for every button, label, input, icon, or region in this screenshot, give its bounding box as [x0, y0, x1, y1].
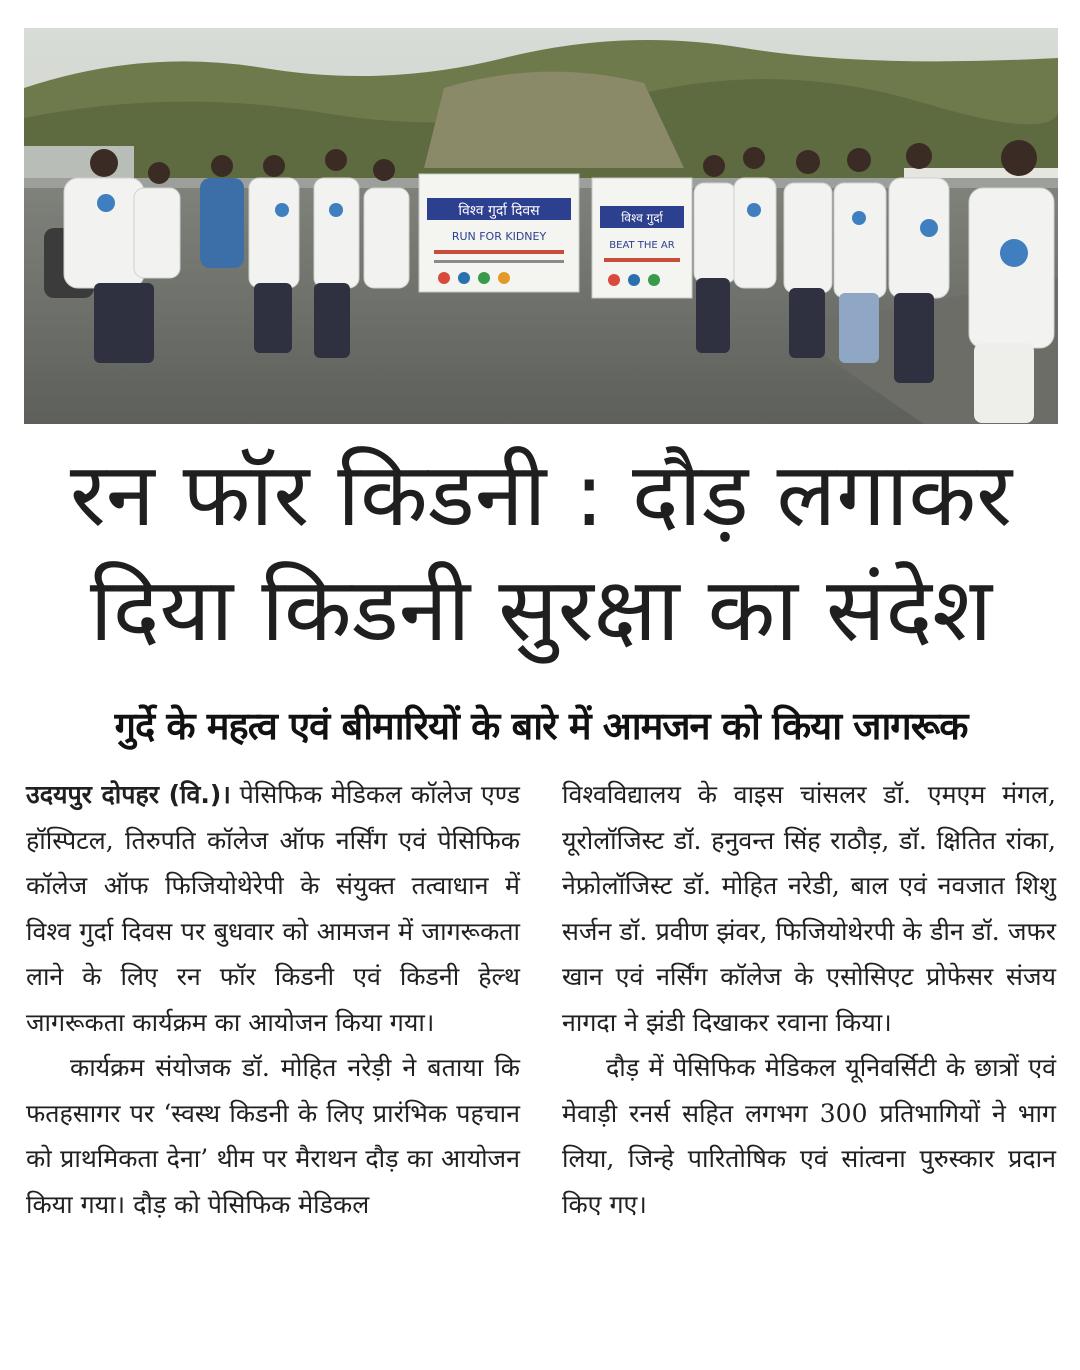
- news-photo-run-for-kidney: [24, 28, 1058, 424]
- dateline: उदयपुर दोपहर (वि.)।: [26, 780, 231, 809]
- paragraph-1-text: पेसिफिक मेडिकल कॉलेज एण्ड हॉस्पिटल, तिरुपति कॉलेज ऑफ नर्सिंग एवं पेसिफिक कॉलेज ऑफ फिजियोथेरेपी के संयुक्त तत्वाधान में विश्व गुर्दा दिवस पर बुधवार को आमजन में जागरूकता लाने के लिए रन फॉर किडनी एवं किडनी हेल्थ जागरूकता कार्यक्रम का आयोजन किया गया।: [26, 780, 520, 1037]
- article-paragraph-2: कार्यक्रम संयोजक डॉ. मोहित नरेड़ी ने बताया कि फतहसागर पर ‘स्वस्थ किडनी के लिए प्रारंभिक पहचान को प्राथमिकता देना’ थीम पर मैराथन दौड़ का आयोजन किया गया। दौड़ को पेसिफिक मेडिकल: [26, 1053, 520, 1219]
- banner-left-slogan: RUN FOR KIDNEY: [451, 230, 547, 243]
- banner-left-heading: विश्व गुर्दा दिवस: [458, 203, 540, 219]
- headline-line-1: रन फॉर किडनी : दौड़ लगाकर: [69, 443, 1013, 546]
- banner-right-heading: विश्व गुर्दा: [621, 211, 663, 225]
- headline-line-2: दिया किडनी सुरक्षा का संदेश: [89, 558, 993, 661]
- article-paragraph-1: [26, 772, 520, 1045]
- article-paragraph-4: दौड़ में पेसिफिक मेडिकल यूनिवर्सिटी के छात्रों एवं मेवाड़ी रनर्स सहित लगभग 300 प्रतिभागियों ने भाग लिया, जिन्हे पारितोषिक एवं सांत्वना पुरुस्कार प्रदान किए गए।: [562, 1053, 1056, 1219]
- article-paragraph-3: विश्वविद्यालय के वाइस चांसलर डॉ. एमएम मंगल, यूरोलॉजिस्ट डॉ. हनुवन्त सिंह राठौड़, डॉ. क्षितित रांका, नेफ्रोलॉजिस्ट डॉ. मोहित नरेडी, बाल एवं नवजात शिशु सर्जन डॉ. प्रवीण झंवर, फिजियोथेरपी के डीन डॉ. जफर खान एवं नर्सिंग कॉलेज के एसोसिएट प्रोफेसर संजय नागदा ने झंडी दिखाकर रवाना किया।: [562, 780, 1056, 1037]
- sub-headline: गुर्दे के महत्व एवं बीमारियों के बारे में आमजन को किया जागरूक: [114, 704, 968, 748]
- article-column-left: [26, 772, 520, 1227]
- article-column-right: [562, 772, 1056, 1227]
- banner-right-slogan: BEAT THE AR: [609, 240, 675, 251]
